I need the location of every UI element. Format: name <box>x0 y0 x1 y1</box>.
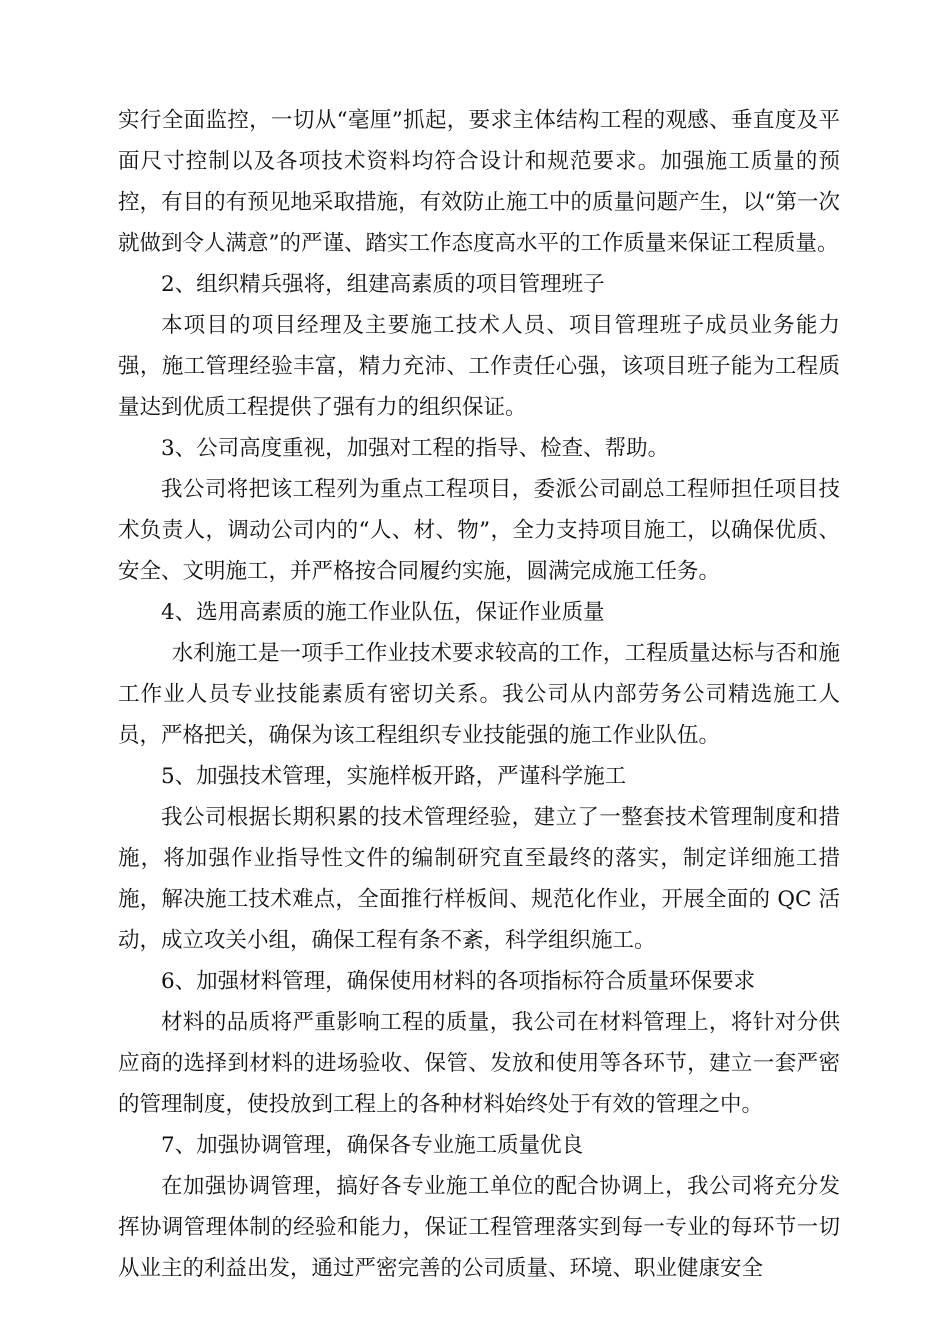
section-heading-4: 4、选用高素质的施工作业队伍，保证作业质量 <box>161 600 605 625</box>
paragraph-continuation: 实行全面监控，一切从“毫厘”抓起，要求主体结构工程的观感、垂直度及平面尺寸控制以及各项技术资料均符合设计和规范要求。加强施工质量的预控，有目的有预见地采取措施，有效防止施工中的质量问题产生，以“第一次就做到令人满意”的严谨、踏实工作态度高水平的工作质量来保证工程质量。 <box>118 108 840 256</box>
paragraph-project-team: 本项目的项目经理及主要施工技术人员、项目管理班子成员业务能力强，施工管理经验丰富，精力充沛、工作责任心强，该项目班子能为工程质量达到优质工程提供了强有力的组织保证。 <box>118 313 840 420</box>
section-heading-7: 7、加强协调管理，确保各专业施工质量优良 <box>161 1133 584 1158</box>
section-heading-2: 2、组织精兵强将，组建高素质的项目管理班子 <box>161 272 605 297</box>
paragraph-coordination-management: 在加强协调管理，搞好各专业施工单位的配合协调上，我公司将充分发挥协调管理体制的经验和能力，保证工程管理落实到每一专业的每环节一切从业主的利益出发，通过严密完善的公司质量、环境、职业健康安全 <box>118 1174 840 1281</box>
section-heading-5: 5、加强技术管理，实施样板开路，严谨科学施工 <box>161 764 627 789</box>
paragraph-material-management: 材料的品质将严重影响工程的质量，我公司在材料管理上，将针对分供应商的选择到材料的进场验收、保管、发放和使用等各环节，建立一套严密的管理制度，使投放到工程上的各种材料始终处于有效的管理之中。 <box>118 1010 840 1117</box>
paragraph-work-team: 水利施工是一项手工作业技术要求较高的工作，工程质量达标与否和施工作业人员专业技能素质有密切关系。我公司从内部劳务公司精选施工人员，严格把关，确保为该工程组织专业技能强的施工作业队伍。 <box>118 641 840 748</box>
paragraph-company-support: 我公司将把该工程列为重点工程项目，委派公司副总工程师担任项目技术负责人，调动公司内的“人、材、物”，全力支持项目施工，以确保优质、安全、文明施工，并严格按合同履约实施，圆满完成施工任务。 <box>118 477 840 584</box>
section-heading-6: 6、加强材料管理，确保使用材料的各项指标符合质量环保要求 <box>161 969 756 994</box>
paragraph-technical-management: 我公司根据长期积累的技术管理经验，建立了一整套技术管理制度和措施，将加强作业指导性文件的编制研究直至最终的落实，制定详细施工措施，解决施工技术难点，全面推行样板间、规范化作业，开展全面的 QC 活动，成立攻关小组，确保工程有条不紊，科学组织施工。 <box>118 805 840 953</box>
document-page <box>118 100 840 1289</box>
section-heading-3: 3、公司高度重视，加强对工程的指导、检查、帮助。 <box>161 436 670 461</box>
